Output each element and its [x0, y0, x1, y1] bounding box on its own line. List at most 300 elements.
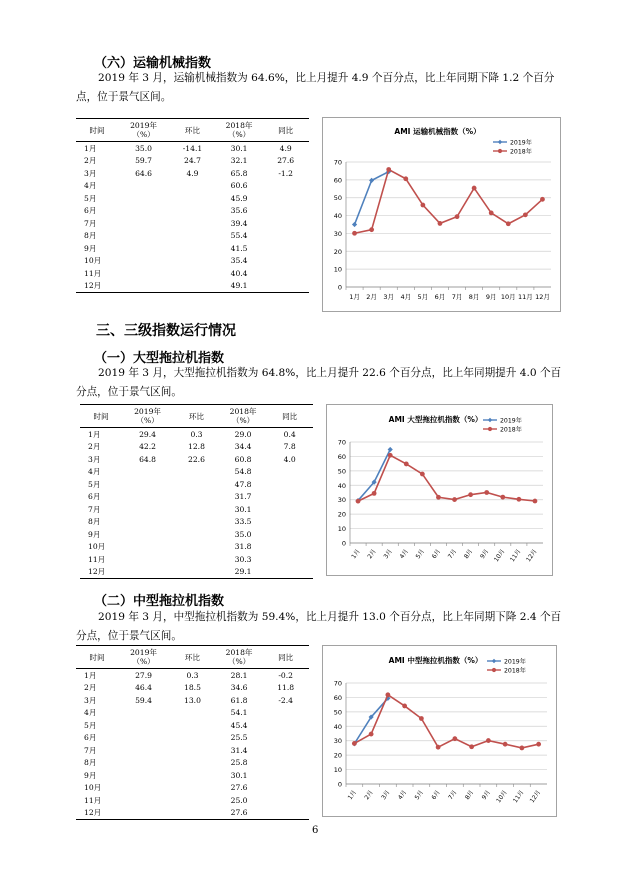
data-point [436, 495, 441, 500]
table-cell [118, 769, 169, 782]
table-cell: 13.0 [184, 695, 201, 705]
table-cell: 1月 [88, 429, 101, 439]
y-tick-label: 40 [333, 212, 342, 221]
x-tick-label: 12月 [525, 548, 539, 564]
table-cell [173, 503, 220, 516]
data-point [388, 453, 393, 458]
table-cell: 1月 [84, 143, 97, 153]
x-tick-label: 2月 [366, 293, 377, 301]
table-cell: 25.8 [230, 758, 248, 768]
table-header-cell: 时间 [93, 411, 109, 421]
table-cell: 27.6 [277, 156, 295, 166]
table-cell [118, 192, 169, 205]
table-cell: 25.0 [230, 795, 248, 805]
x-tick-label: 4月 [398, 548, 410, 561]
table-cell [122, 516, 173, 529]
table-cell: 60.8 [234, 454, 252, 464]
y-tick-label: 30 [337, 496, 346, 505]
table-row [76, 280, 309, 293]
table-cell: 5月 [84, 193, 97, 203]
table-cell: 54.1 [230, 708, 248, 718]
table-cell [266, 503, 313, 516]
table-cell: 9月 [88, 529, 101, 539]
data-point [472, 186, 477, 191]
section-heading: （六）运输机械指数 [94, 56, 212, 71]
section-paragraph-line1: 2019 年 3 月，大型拖拉机指数为 64.8%，比上月提升 22.6 个百分点，比上年同期提升 4.0 个百 [98, 367, 562, 379]
table-cell: 60.6 [230, 181, 248, 191]
table-cell [169, 242, 216, 255]
table-cell: 18.5 [184, 683, 201, 693]
data-table [76, 118, 309, 293]
data-point [452, 736, 457, 741]
table-cell [118, 744, 169, 757]
table-cell: 5月 [84, 720, 97, 730]
table-cell: 8月 [84, 231, 97, 241]
table-row [80, 503, 313, 516]
table-cell [262, 180, 309, 193]
x-tick-label: 10月 [500, 293, 516, 301]
table-cell: 30.3 [234, 554, 252, 564]
x-tick-label: 6月 [430, 548, 443, 561]
table-cell: 10月 [84, 783, 102, 793]
table-cell: 4.0 [283, 454, 296, 464]
table-cell: 45.9 [230, 193, 248, 203]
table-cell [169, 255, 216, 268]
table-row [80, 466, 313, 479]
table-row [76, 757, 309, 770]
table-row [76, 217, 309, 230]
legend-label: 2019年 [504, 658, 526, 666]
data-point [420, 472, 425, 477]
legend-label: 2019年 [500, 417, 522, 425]
table-cell [122, 466, 173, 479]
section-title: 三、三级指数运行情况 [96, 323, 236, 339]
table-cell [169, 794, 216, 807]
data-point [506, 221, 511, 226]
x-tick-label: 3月 [383, 293, 395, 301]
y-tick-label: 70 [333, 158, 342, 167]
data-point [519, 746, 524, 751]
x-tick-label: 10月 [495, 789, 509, 805]
table-cell [262, 192, 309, 205]
table-cell: 11月 [88, 554, 106, 564]
table-header-cell: 环比 [188, 411, 205, 421]
table-row [80, 528, 313, 541]
table-row [76, 744, 309, 757]
table-cell: 4月 [88, 467, 101, 477]
y-tick-label: 70 [337, 438, 346, 447]
y-tick-label: 50 [333, 708, 342, 717]
table-cell: 2月 [84, 156, 97, 166]
table-row [76, 682, 309, 695]
table-row [80, 453, 313, 466]
data-point [369, 227, 374, 232]
table-cell: 7月 [84, 218, 97, 228]
table-cell: 54.8 [234, 467, 252, 477]
table-row [80, 478, 313, 491]
table-cell: 10月 [88, 542, 106, 552]
line-chart [322, 117, 561, 312]
table-cell [169, 782, 216, 795]
table-cell: 59.7 [135, 156, 153, 166]
table-cell: 3月 [84, 168, 97, 178]
data-point [436, 745, 441, 750]
x-tick-label: 4月 [400, 293, 412, 301]
table-cell [266, 566, 313, 579]
table-cell: 2月 [88, 442, 101, 452]
table-cell [262, 242, 309, 255]
table-row [80, 516, 313, 529]
table-cell: 8月 [88, 517, 101, 527]
table-cell: 11月 [84, 795, 102, 805]
data-point [540, 197, 545, 202]
x-tick-label: 8月 [468, 293, 480, 301]
table-cell: 27.6 [230, 783, 248, 793]
table-cell: 6月 [84, 733, 97, 743]
table-cell: 9月 [84, 770, 97, 780]
section-paragraph-line1: 2019 年 3 月，运输机械指数为 64.6%，比上月提升 4.9 个百分点，比上年同期下降 1.2 个百分 [98, 72, 555, 84]
table-cell: 31.8 [234, 542, 252, 552]
table-cell: 31.7 [234, 492, 252, 502]
table-cell [173, 528, 220, 541]
table-cell [169, 757, 216, 770]
table-row [76, 192, 309, 205]
table-header-cell: 2019年 （%） [130, 121, 158, 139]
x-tick-label: 12月 [528, 789, 543, 805]
data-point [452, 497, 457, 502]
table-row [76, 267, 309, 280]
table-cell: 35.0 [135, 143, 153, 153]
table-row [76, 230, 309, 243]
table-cell [169, 719, 216, 732]
table-cell: 0.3 [190, 429, 203, 439]
table-cell: 35.6 [230, 206, 248, 216]
table-row [76, 255, 309, 268]
table-row [76, 794, 309, 807]
table-cell [266, 528, 313, 541]
table-cell [118, 205, 169, 218]
y-tick-label: 40 [337, 481, 346, 490]
data-point [489, 210, 494, 215]
legend-label: 2019年 [510, 139, 532, 147]
table-cell [173, 466, 220, 479]
x-tick-label: 5月 [414, 548, 427, 561]
table-cell [262, 217, 309, 230]
table-cell: 33.5 [234, 517, 252, 527]
data-point [533, 499, 538, 504]
table-cell: 31.4 [230, 745, 248, 755]
table-row [80, 553, 313, 566]
data-point [372, 491, 377, 496]
table-cell [169, 707, 216, 720]
table-cell [266, 541, 313, 554]
data-point [486, 738, 491, 743]
table-cell [169, 192, 216, 205]
data-point [536, 742, 541, 747]
table-row [80, 541, 313, 554]
table-header-cell: 同比 [278, 652, 294, 662]
table-cell [169, 769, 216, 782]
table-row [76, 167, 309, 180]
table-cell [122, 478, 173, 491]
table-cell [118, 242, 169, 255]
table-cell: 12.8 [188, 442, 205, 452]
table-cell [118, 732, 169, 745]
table-cell [122, 528, 173, 541]
table-header-cell: 2019年 （%） [134, 407, 162, 425]
table-cell [122, 491, 173, 504]
section-paragraph-line2: 分点，位于景气区间。 [76, 386, 182, 398]
table-cell [169, 230, 216, 243]
table-cell [169, 280, 216, 293]
data-point [352, 231, 357, 236]
y-tick-label: 20 [333, 751, 342, 760]
legend-marker [488, 427, 492, 431]
table-cell [173, 491, 220, 504]
table-cell [122, 566, 173, 579]
chart-title: AMI 中型拖拉机指数（%） [388, 656, 483, 665]
table-cell [262, 782, 309, 795]
section-paragraph-line2: 点，位于景气区间。 [76, 91, 172, 103]
table-header-cell: 环比 [184, 652, 201, 662]
y-tick-label: 10 [333, 265, 342, 274]
y-tick-label: 10 [333, 766, 342, 775]
table-cell [262, 769, 309, 782]
legend-label: 2018年 [510, 148, 532, 156]
table-cell [266, 553, 313, 566]
data-point [419, 716, 424, 721]
table-cell: 34.4 [234, 442, 252, 452]
x-tick-label: 3月 [380, 789, 392, 802]
table-cell: 65.8 [230, 168, 248, 178]
table-cell: 29.4 [139, 429, 157, 439]
chart-title: AMI 运输机械指数（%） [394, 127, 481, 136]
data-point [402, 704, 407, 709]
table-header-cell: 2018年 （%） [225, 121, 253, 139]
table-cell [266, 466, 313, 479]
table-cell [118, 280, 169, 293]
table-cell [266, 478, 313, 491]
table-cell [118, 794, 169, 807]
y-tick-label: 30 [333, 737, 342, 746]
table-cell [118, 719, 169, 732]
x-tick-label: 4月 [396, 789, 409, 802]
table-cell [122, 553, 173, 566]
x-tick-label: 9月 [485, 293, 497, 301]
table-header-cell: 环比 [184, 125, 201, 135]
table-cell [118, 707, 169, 720]
table-cell [122, 541, 173, 554]
table-cell: 7.8 [283, 442, 296, 452]
table-cell [262, 205, 309, 218]
table-row [76, 180, 309, 193]
data-point [386, 167, 391, 172]
x-tick-label: 5月 [417, 293, 429, 301]
table-cell [262, 807, 309, 820]
table-cell: 28.1 [230, 670, 248, 680]
table-cell: 12月 [84, 281, 102, 291]
table-cell: 32.1 [230, 156, 248, 166]
data-table [80, 404, 313, 579]
y-tick-label: 30 [333, 229, 342, 238]
table-cell: 27.9 [135, 670, 153, 680]
table-cell: 4月 [84, 708, 97, 718]
table-cell [118, 255, 169, 268]
data-point [500, 495, 505, 500]
table-cell: 64.6 [135, 168, 153, 178]
table-row [80, 491, 313, 504]
line-chart [322, 645, 557, 817]
table-cell [169, 267, 216, 280]
section-paragraph-line2: 分点，位于景气区间。 [76, 630, 182, 642]
data-point [352, 741, 357, 746]
table-cell [262, 719, 309, 732]
y-tick-label: 60 [337, 452, 346, 461]
table-cell: 3月 [88, 454, 101, 464]
table-cell: 42.2 [139, 442, 157, 452]
y-tick-label: 70 [333, 679, 342, 688]
x-tick-label: 7月 [447, 789, 459, 802]
x-tick-label: 6月 [434, 293, 446, 301]
table-row [76, 707, 309, 720]
data-point [404, 462, 409, 467]
x-tick-label: 7月 [451, 293, 463, 301]
table-cell: 6月 [84, 206, 97, 216]
y-tick-label: 50 [333, 194, 342, 203]
table-cell: 61.8 [230, 695, 248, 705]
table-cell [118, 757, 169, 770]
data-point [369, 732, 374, 737]
y-tick-label: 40 [333, 722, 342, 731]
data-point [484, 490, 489, 495]
table-row [76, 694, 309, 707]
table-row [76, 807, 309, 820]
x-tick-label: 1月 [349, 293, 360, 301]
table-row [76, 782, 309, 795]
x-tick-label: 12月 [535, 293, 550, 301]
legend-label: 2018年 [500, 426, 522, 434]
table-header-cell: 时间 [89, 125, 105, 135]
table-cell: 35.0 [234, 529, 252, 539]
table-cell: 49.1 [230, 281, 248, 291]
table-header-cell: 2019年 （%） [130, 648, 158, 666]
table-cell [173, 478, 220, 491]
x-tick-label: 11月 [511, 789, 526, 805]
table-cell: 27.6 [230, 808, 248, 818]
y-tick-label: 0 [341, 539, 346, 548]
data-point [503, 742, 508, 747]
table-cell: 25.5 [230, 733, 248, 743]
table-cell [262, 732, 309, 745]
table-cell [262, 757, 309, 770]
data-point [420, 203, 425, 208]
table-cell: 55.4 [230, 231, 248, 241]
table-cell [173, 541, 220, 554]
table-cell [118, 230, 169, 243]
y-tick-label: 60 [333, 176, 342, 185]
section-heading: （一）大型拖拉机指数 [94, 351, 225, 366]
table-cell: 35.4 [230, 256, 248, 266]
data-point [469, 744, 474, 749]
table-cell: 30.1 [234, 504, 252, 514]
data-point [516, 497, 521, 502]
table-cell [169, 180, 216, 193]
y-tick-label: 0 [337, 780, 342, 789]
table-header-cell: 2018年 （%） [229, 407, 257, 425]
table-cell [262, 744, 309, 757]
table-header-cell: 同比 [282, 411, 298, 421]
table-cell: 47.8 [234, 479, 252, 489]
y-tick-label: 50 [337, 467, 346, 476]
table-cell: 30.1 [230, 770, 248, 780]
table-row [76, 719, 309, 732]
table-cell [173, 516, 220, 529]
table-cell [169, 807, 216, 820]
table-cell: 29.1 [234, 567, 252, 577]
table-cell [266, 516, 313, 529]
table-cell [122, 503, 173, 516]
x-tick-label: 10月 [492, 548, 507, 564]
table-cell: 7月 [84, 745, 97, 755]
y-tick-label: 20 [333, 247, 342, 256]
table-cell: 30.1 [230, 143, 248, 153]
table-cell: 1月 [84, 670, 97, 680]
table-cell: 64.8 [139, 454, 157, 464]
table-cell: 46.4 [135, 683, 153, 693]
table-cell [118, 267, 169, 280]
table-cell: 40.4 [230, 268, 248, 278]
table-cell: 34.6 [230, 683, 248, 693]
table-cell [169, 744, 216, 757]
data-point [403, 176, 408, 181]
table-row [76, 205, 309, 218]
x-tick-label: 1月 [350, 548, 362, 561]
table-cell [118, 807, 169, 820]
table-row [76, 242, 309, 255]
table-cell: 59.4 [135, 695, 153, 705]
table-cell: 12月 [88, 567, 106, 577]
section-heading: （二）中型拖拉机指数 [94, 594, 225, 609]
table-cell [118, 180, 169, 193]
table-cell: 10月 [84, 256, 102, 266]
x-tick-label: 2月 [363, 789, 375, 802]
table-cell: 9月 [84, 243, 97, 253]
table-header-cell: 同比 [278, 125, 294, 135]
section-paragraph-line1: 2019 年 3 月，中型拖拉机指数为 59.4%，比上月提升 13.0 个百分点，比上年同期下降 2.4 个百 [98, 611, 562, 623]
table-cell: 0.4 [283, 429, 296, 439]
legend-marker [498, 149, 502, 153]
y-tick-label: 0 [337, 283, 342, 292]
line-chart [326, 404, 553, 576]
table-cell: 8月 [84, 758, 97, 768]
table-row [76, 669, 309, 682]
table-cell: 11月 [84, 268, 102, 278]
table-cell: -0.2 [278, 670, 294, 680]
table-row [76, 769, 309, 782]
x-tick-label: 6月 [430, 789, 442, 802]
table-cell: 41.5 [230, 243, 248, 253]
table-cell [262, 267, 309, 280]
table-cell: 3月 [84, 695, 97, 705]
table-cell [118, 782, 169, 795]
data-point [523, 212, 528, 217]
table-cell [262, 280, 309, 293]
data-point [356, 499, 361, 504]
table-cell [173, 553, 220, 566]
x-tick-label: 1月 [346, 789, 359, 802]
table-cell: 2月 [84, 683, 97, 693]
table-cell: 29.0 [234, 429, 252, 439]
